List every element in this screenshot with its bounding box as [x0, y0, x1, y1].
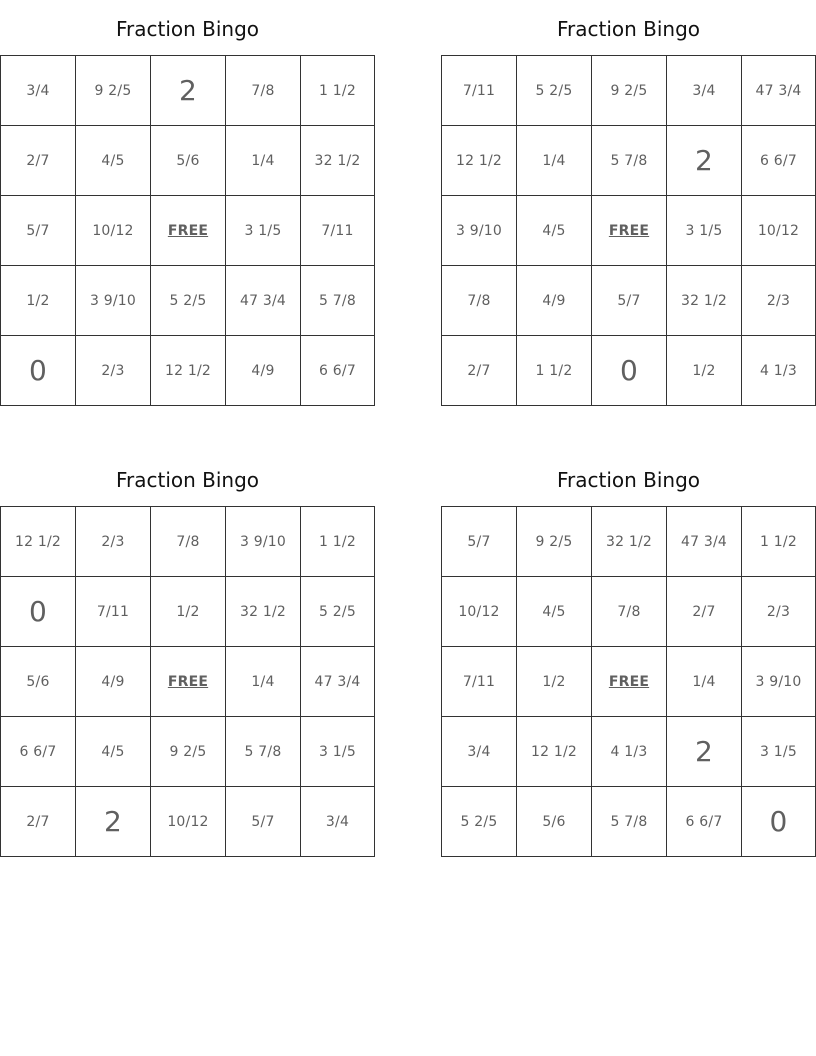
bingo-cell: 0	[742, 787, 816, 857]
grid-row	[1, 56, 375, 126]
bingo-cell: 4/9	[226, 336, 301, 406]
bingo-cell: 7/8	[592, 577, 667, 647]
bingo-cell: 3 9/10	[226, 507, 301, 577]
bingo-cell: 5 7/8	[301, 266, 375, 336]
bingo-cell: 1 1/2	[301, 56, 375, 126]
grid-row	[442, 126, 816, 196]
bingo-cell: 2	[76, 787, 151, 857]
bingo-cell: 2/3	[76, 336, 151, 406]
bingo-cell: 1/4	[667, 647, 742, 717]
bingo-cell: 5 7/8	[592, 787, 667, 857]
bingo-cell: 5 2/5	[151, 266, 226, 336]
bingo-cell: 4/5	[517, 196, 592, 266]
bingo-cell: 12 1/2	[1, 507, 76, 577]
bingo-cell: FREE	[151, 196, 226, 266]
grid-row	[1, 647, 375, 717]
grid-row	[442, 56, 816, 126]
bingo-grid	[441, 55, 816, 406]
bingo-cell: 0	[592, 336, 667, 406]
bingo-cell: 5/7	[592, 266, 667, 336]
bingo-cell: 6 6/7	[667, 787, 742, 857]
bingo-cell: 5/7	[442, 507, 517, 577]
bingo-cell: 4/9	[76, 647, 151, 717]
bingo-cell: 47 3/4	[226, 266, 301, 336]
bingo-cell: 2/3	[742, 577, 816, 647]
bingo-grid	[0, 506, 375, 857]
bingo-cell: 5/6	[517, 787, 592, 857]
bingo-cell: 5/7	[1, 196, 76, 266]
bingo-cell: 2/7	[667, 577, 742, 647]
bingo-cell: 3 1/5	[667, 196, 742, 266]
grid-row	[1, 336, 375, 406]
bingo-cell: 5 2/5	[517, 56, 592, 126]
bingo-cell: 4/9	[517, 266, 592, 336]
bingo-cell: 32 1/2	[592, 507, 667, 577]
grid-row	[442, 787, 816, 857]
bingo-cell: 4/5	[76, 126, 151, 196]
bingo-cell: 2	[151, 56, 226, 126]
bingo-cell: 4 1/3	[742, 336, 816, 406]
bingo-cell: 5/7	[226, 787, 301, 857]
bingo-cell: 0	[1, 336, 76, 406]
grid-row	[442, 717, 816, 787]
bingo-cell: 5 7/8	[592, 126, 667, 196]
bingo-cell: 1 1/2	[517, 336, 592, 406]
bingo-cell: 9 2/5	[151, 717, 226, 787]
bingo-cell: 7/11	[442, 56, 517, 126]
bingo-cell: 1/2	[517, 647, 592, 717]
bingo-cell: 32 1/2	[667, 266, 742, 336]
bingo-cell: 1 1/2	[742, 507, 816, 577]
bingo-cell: 6 6/7	[742, 126, 816, 196]
grid-row	[442, 647, 816, 717]
grid-row	[442, 507, 816, 577]
bingo-cell: 3 9/10	[76, 266, 151, 336]
grid-row	[1, 266, 375, 336]
bingo-cell: 4/5	[517, 577, 592, 647]
bingo-cell: 7/11	[442, 647, 517, 717]
bingo-cell: 5 2/5	[442, 787, 517, 857]
bingo-cell: 3 1/5	[742, 717, 816, 787]
bingo-cell: FREE	[151, 647, 226, 717]
bingo-grid	[441, 506, 816, 857]
card-title: Fraction Bingo	[115, 17, 260, 41]
card-title: Fraction Bingo	[115, 468, 260, 492]
bingo-cell: 10/12	[742, 196, 816, 266]
bingo-cell: 3 9/10	[742, 647, 816, 717]
grid-row	[1, 126, 375, 196]
bingo-cell: 0	[1, 577, 76, 647]
grid-row	[1, 717, 375, 787]
bingo-cell: 32 1/2	[226, 577, 301, 647]
bingo-cell: 7/8	[226, 56, 301, 126]
bingo-cell: 47 3/4	[742, 56, 816, 126]
card-title: Fraction Bingo	[556, 17, 701, 41]
bingo-grid	[0, 55, 375, 406]
bingo-cell: 6 6/7	[1, 717, 76, 787]
bingo-cell: 1/4	[517, 126, 592, 196]
bingo-cell: 4/5	[76, 717, 151, 787]
bingo-cell: 1 1/2	[301, 507, 375, 577]
bingo-cell: 1/4	[226, 126, 301, 196]
bingo-cell: 32 1/2	[301, 126, 375, 196]
bingo-cell: 6 6/7	[301, 336, 375, 406]
grid-row	[1, 787, 375, 857]
bingo-cell: 2/3	[742, 266, 816, 336]
bingo-cell: 3 1/5	[226, 196, 301, 266]
card-title: Fraction Bingo	[556, 468, 701, 492]
bingo-cell: 10/12	[442, 577, 517, 647]
grid-row	[442, 196, 816, 266]
bingo-cell: 10/12	[76, 196, 151, 266]
bingo-cell: 1/2	[1, 266, 76, 336]
bingo-cell: 2/7	[442, 336, 517, 406]
bingo-cell: 7/8	[442, 266, 517, 336]
bingo-cell: 10/12	[151, 787, 226, 857]
bingo-cell: 12 1/2	[517, 717, 592, 787]
bingo-cell: 4 1/3	[592, 717, 667, 787]
bingo-cell: 47 3/4	[301, 647, 375, 717]
grid-row	[442, 266, 816, 336]
grid-row	[442, 577, 816, 647]
bingo-cell: 1/2	[151, 577, 226, 647]
bingo-cell: 1/2	[667, 336, 742, 406]
bingo-cell: 1/4	[226, 647, 301, 717]
bingo-cell: 5 2/5	[301, 577, 375, 647]
bingo-cell: 9 2/5	[592, 56, 667, 126]
grid-row	[1, 196, 375, 266]
bingo-cell: 5 7/8	[226, 717, 301, 787]
bingo-cell: 3/4	[1, 56, 76, 126]
bingo-cell: 7/11	[76, 577, 151, 647]
bingo-cell: 3/4	[442, 717, 517, 787]
bingo-cell: 12 1/2	[442, 126, 517, 196]
bingo-cell: 2/7	[1, 126, 76, 196]
bingo-cell: 9 2/5	[76, 56, 151, 126]
bingo-cell: 5/6	[151, 126, 226, 196]
bingo-cell: 9 2/5	[517, 507, 592, 577]
bingo-cell: 2	[667, 126, 742, 196]
bingo-cell: 12 1/2	[151, 336, 226, 406]
grid-row	[1, 507, 375, 577]
bingo-cell: 47 3/4	[667, 507, 742, 577]
bingo-cell: 2/3	[76, 507, 151, 577]
bingo-cell: FREE	[592, 647, 667, 717]
grid-row	[1, 577, 375, 647]
bingo-cell: 3/4	[301, 787, 375, 857]
bingo-cell: 3 1/5	[301, 717, 375, 787]
bingo-cell: FREE	[592, 196, 667, 266]
bingo-cell: 3 9/10	[442, 196, 517, 266]
bingo-cell: 2/7	[1, 787, 76, 857]
bingo-cell: 3/4	[667, 56, 742, 126]
bingo-cell: 2	[667, 717, 742, 787]
bingo-cell: 5/6	[1, 647, 76, 717]
bingo-cell: 7/11	[301, 196, 375, 266]
grid-row	[442, 336, 816, 406]
bingo-cell: 7/8	[151, 507, 226, 577]
